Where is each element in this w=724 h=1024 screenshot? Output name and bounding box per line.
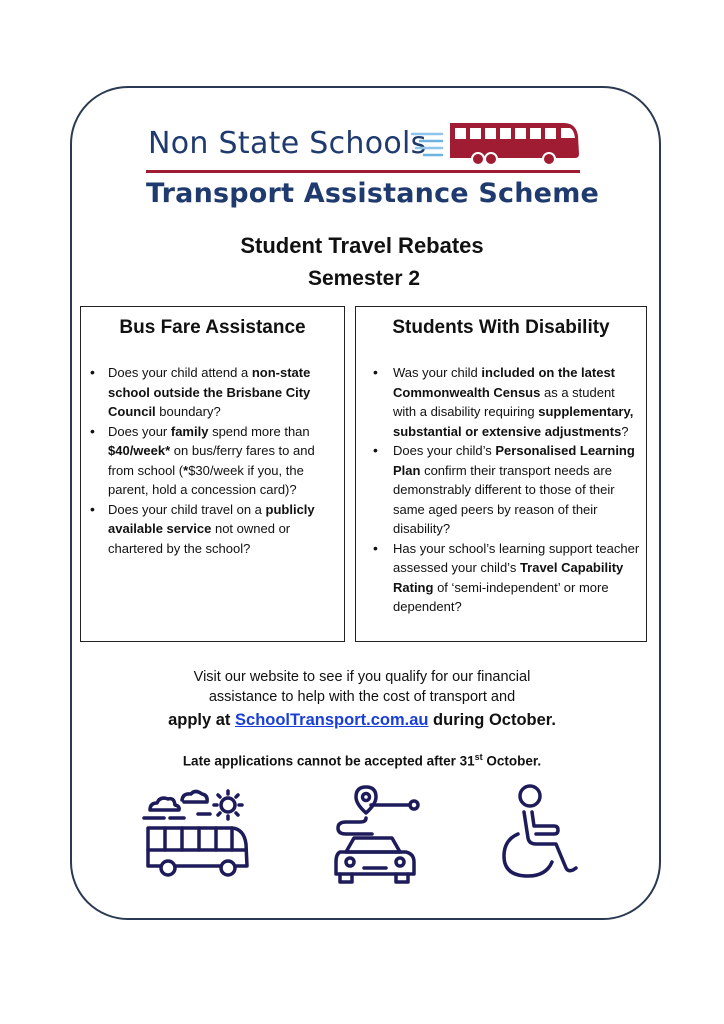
school-transport-link[interactable]: SchoolTransport.com.au [235, 711, 429, 729]
apply-mid: during [428, 711, 489, 729]
bus-weather-icon [140, 788, 252, 880]
text: not owned or chartered by the school? [108, 521, 291, 556]
text: spend more than [208, 423, 310, 439]
disability-box [355, 306, 647, 642]
list-item [393, 363, 640, 441]
page-title: Student Travel Rebates [240, 233, 484, 258]
text: Does your [108, 423, 171, 439]
logo-divider [146, 170, 580, 173]
text: Was your child [393, 365, 482, 380]
text: confirm their transport needs are demonstrably different to those of their same aged peers by reason of their disability? [393, 462, 615, 536]
bold-text: Personalised Learning Plan [393, 443, 635, 478]
bold-text: supplementary, substantial or extensive adjustments [393, 404, 634, 439]
late-suffix-sup: st [474, 752, 483, 762]
visit-line-1: Visit our website to see if you qualify for our financial [193, 669, 531, 685]
list-item [108, 422, 338, 500]
wheelchair-icon [496, 782, 584, 882]
late-prefix: Late applications cannot be accepted after 31 [182, 753, 475, 769]
visit-line-2: assistance to help with the cost of transport and [208, 689, 516, 705]
text: on bus/ferry fares to and from school ( [108, 443, 315, 478]
visit-text [0, 667, 724, 707]
bus-fare-list [81, 363, 344, 558]
text: $30/week if you, the parent, hold a concession card)? [108, 462, 304, 497]
bold-text: family [170, 423, 209, 439]
apply-month: October. [488, 711, 556, 729]
page-subtitle: Semester 2 [307, 267, 421, 290]
bold-text: $40/week* [108, 443, 171, 458]
logo-line1: Non State Schools [148, 126, 427, 161]
text: Does your child attend a [108, 365, 252, 380]
speed-lines-icon [408, 128, 444, 162]
text: boundary? [155, 404, 221, 419]
list-item [108, 363, 338, 422]
list-item [393, 539, 640, 617]
disability-heading: Students With Disability [392, 317, 610, 338]
text: Does your child travel on a [108, 501, 266, 517]
bold-text: * [183, 462, 189, 478]
late-suffix: October. [482, 753, 542, 769]
bold-text: publicly available service [108, 501, 315, 536]
list-item [393, 441, 640, 539]
apply-line [0, 711, 724, 730]
bus-fare-heading: Bus Fare Assistance [119, 317, 306, 338]
bold-text: Travel Capability Rating [393, 560, 624, 595]
bold-text: non-state school outside the Brisbane City Council [108, 365, 311, 419]
disability-list [356, 363, 646, 617]
text: as a student with a disability requiring [393, 384, 615, 419]
text: ? [621, 423, 629, 439]
apply-prefix: apply at [168, 711, 236, 729]
text: Does your child’s [393, 443, 496, 458]
bus-logo-icon [446, 118, 582, 168]
logo-line2: Transport Assistance Scheme [146, 178, 600, 209]
bold-text: included on the latest Commonwealth Census [393, 365, 616, 400]
bus-fare-box [80, 306, 345, 642]
late-notice [0, 752, 724, 769]
text: Has your school’s learning support teacher assessed your child’s [393, 540, 640, 575]
car-route-icon [330, 782, 426, 888]
list-item [108, 500, 338, 559]
text: of ‘semi-independent’ or more dependent? [393, 579, 609, 614]
